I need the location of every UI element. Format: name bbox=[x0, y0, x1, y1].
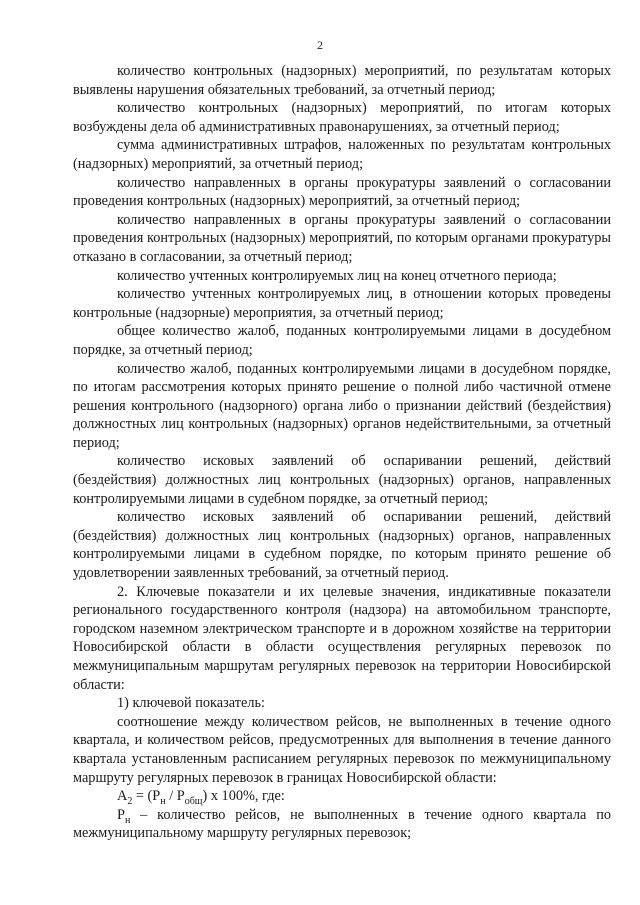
subsection-label: 1) ключевой показатель: bbox=[117, 695, 265, 712]
paragraph: количество контрольных (надзорных) мероприятий, по итогам которых возбуждены дела об административных правонарушениях, за отчетный период; bbox=[73, 100, 611, 135]
paragraph: количество направленных в органы прокуратуры заявлений о согласовании проведения контрольных (надзорных) мероприятий, за отчетный период; bbox=[73, 174, 611, 210]
paragraph: количество учтенных контролируемых лиц, в отношении которых проведены контрольные (надзорные) мероприятия, за отчетный период; bbox=[73, 286, 611, 321]
paragraph: количество исковых заявлений об оспаривании решений, действий (бездействия) должностных лиц контрольных (надзорных) органов, направленных контролируемыми лицами в судебном порядке, по которым принято решение об удовлетворении заявленных требований, за отчетный период. bbox=[73, 509, 611, 582]
formula-open: = (P bbox=[132, 788, 161, 805]
formula-denominator-subscript: общ bbox=[184, 796, 203, 808]
paragraph: общее количество жалоб, поданных контролируемыми лицами в досудебном порядке, за отчетный период; bbox=[73, 323, 611, 358]
paragraph: соотношение между количеством рейсов, не выполненных в течение одного квартала, и количеством рейсов, предусмотренных для выполнения в течение данного квартала установленным расписанием регулярных перевозок по межмуниципальному маршруту регулярных перевозок в границах Новосибирской области: bbox=[73, 713, 611, 786]
paragraph: сумма административных штрафов, наложенных по результатам контрольных (надзорных) мероприятий, за отчетный период; bbox=[73, 137, 611, 172]
formula bbox=[73, 787, 611, 806]
definition-paragraph bbox=[73, 806, 611, 843]
formula-numerator-subscript: н bbox=[160, 796, 166, 808]
section-heading-paragraph: 2. Ключевые показатели и их целевые значения, индикативные показатели регионального государственного контроля (надзора) на автомобильном транспорте, городском наземном электрическом транспорте и в дорожном хозяйстве на территории Новосибирской области в области осуществления регулярных перевозок по межмуниципальным маршрутам регулярных перевозок на территории Новосибирской области: bbox=[73, 583, 611, 693]
formula-lhs: A bbox=[117, 788, 128, 805]
paragraph: количество исковых заявлений об оспаривании решений, действий (бездействия) должностных лиц контрольных (надзорных) органов, направленных контролируемыми лицами в судебном порядке, за отчетный период; bbox=[73, 453, 611, 507]
page-number: 2 bbox=[317, 38, 323, 52]
formula-slash: / P bbox=[165, 788, 185, 805]
paragraph: количество направленных в органы прокуратуры заявлений о согласовании проведения контрольных (надзорных) мероприятий, по которым органами прокуратуры отказано в согласовании, за отчетный период; bbox=[73, 211, 611, 265]
formula-tail: ) x 100%, где: bbox=[202, 788, 285, 805]
document-body bbox=[73, 62, 611, 843]
paragraph: количество учтенных контролируемых лиц на конец отчетного периода; bbox=[117, 267, 557, 284]
definition-symbol: P bbox=[117, 806, 125, 823]
formula-lhs-subscript: 2 bbox=[127, 796, 133, 808]
paragraph: количество жалоб, поданных контролируемыми лицами в досудебном порядке, по итогам рассмотрения которых принято решение о полной либо частичной отмене решения контрольного (надзорного) органа либо о признании действий (бездействия) должностных лиц контрольных (надзорных) органов недействительными, за отчетный период; bbox=[73, 360, 611, 451]
definition-symbol-subscript: н bbox=[124, 814, 131, 826]
paragraph: количество контрольных (надзорных) мероприятий, по результатам которых выявлены нарушения обязательных требований, за отчетный период; bbox=[73, 63, 611, 98]
definition-text: – количество рейсов, не выполненных в течение одного квартала по межмуниципальному маршруту регулярных перевозок; bbox=[73, 806, 611, 842]
